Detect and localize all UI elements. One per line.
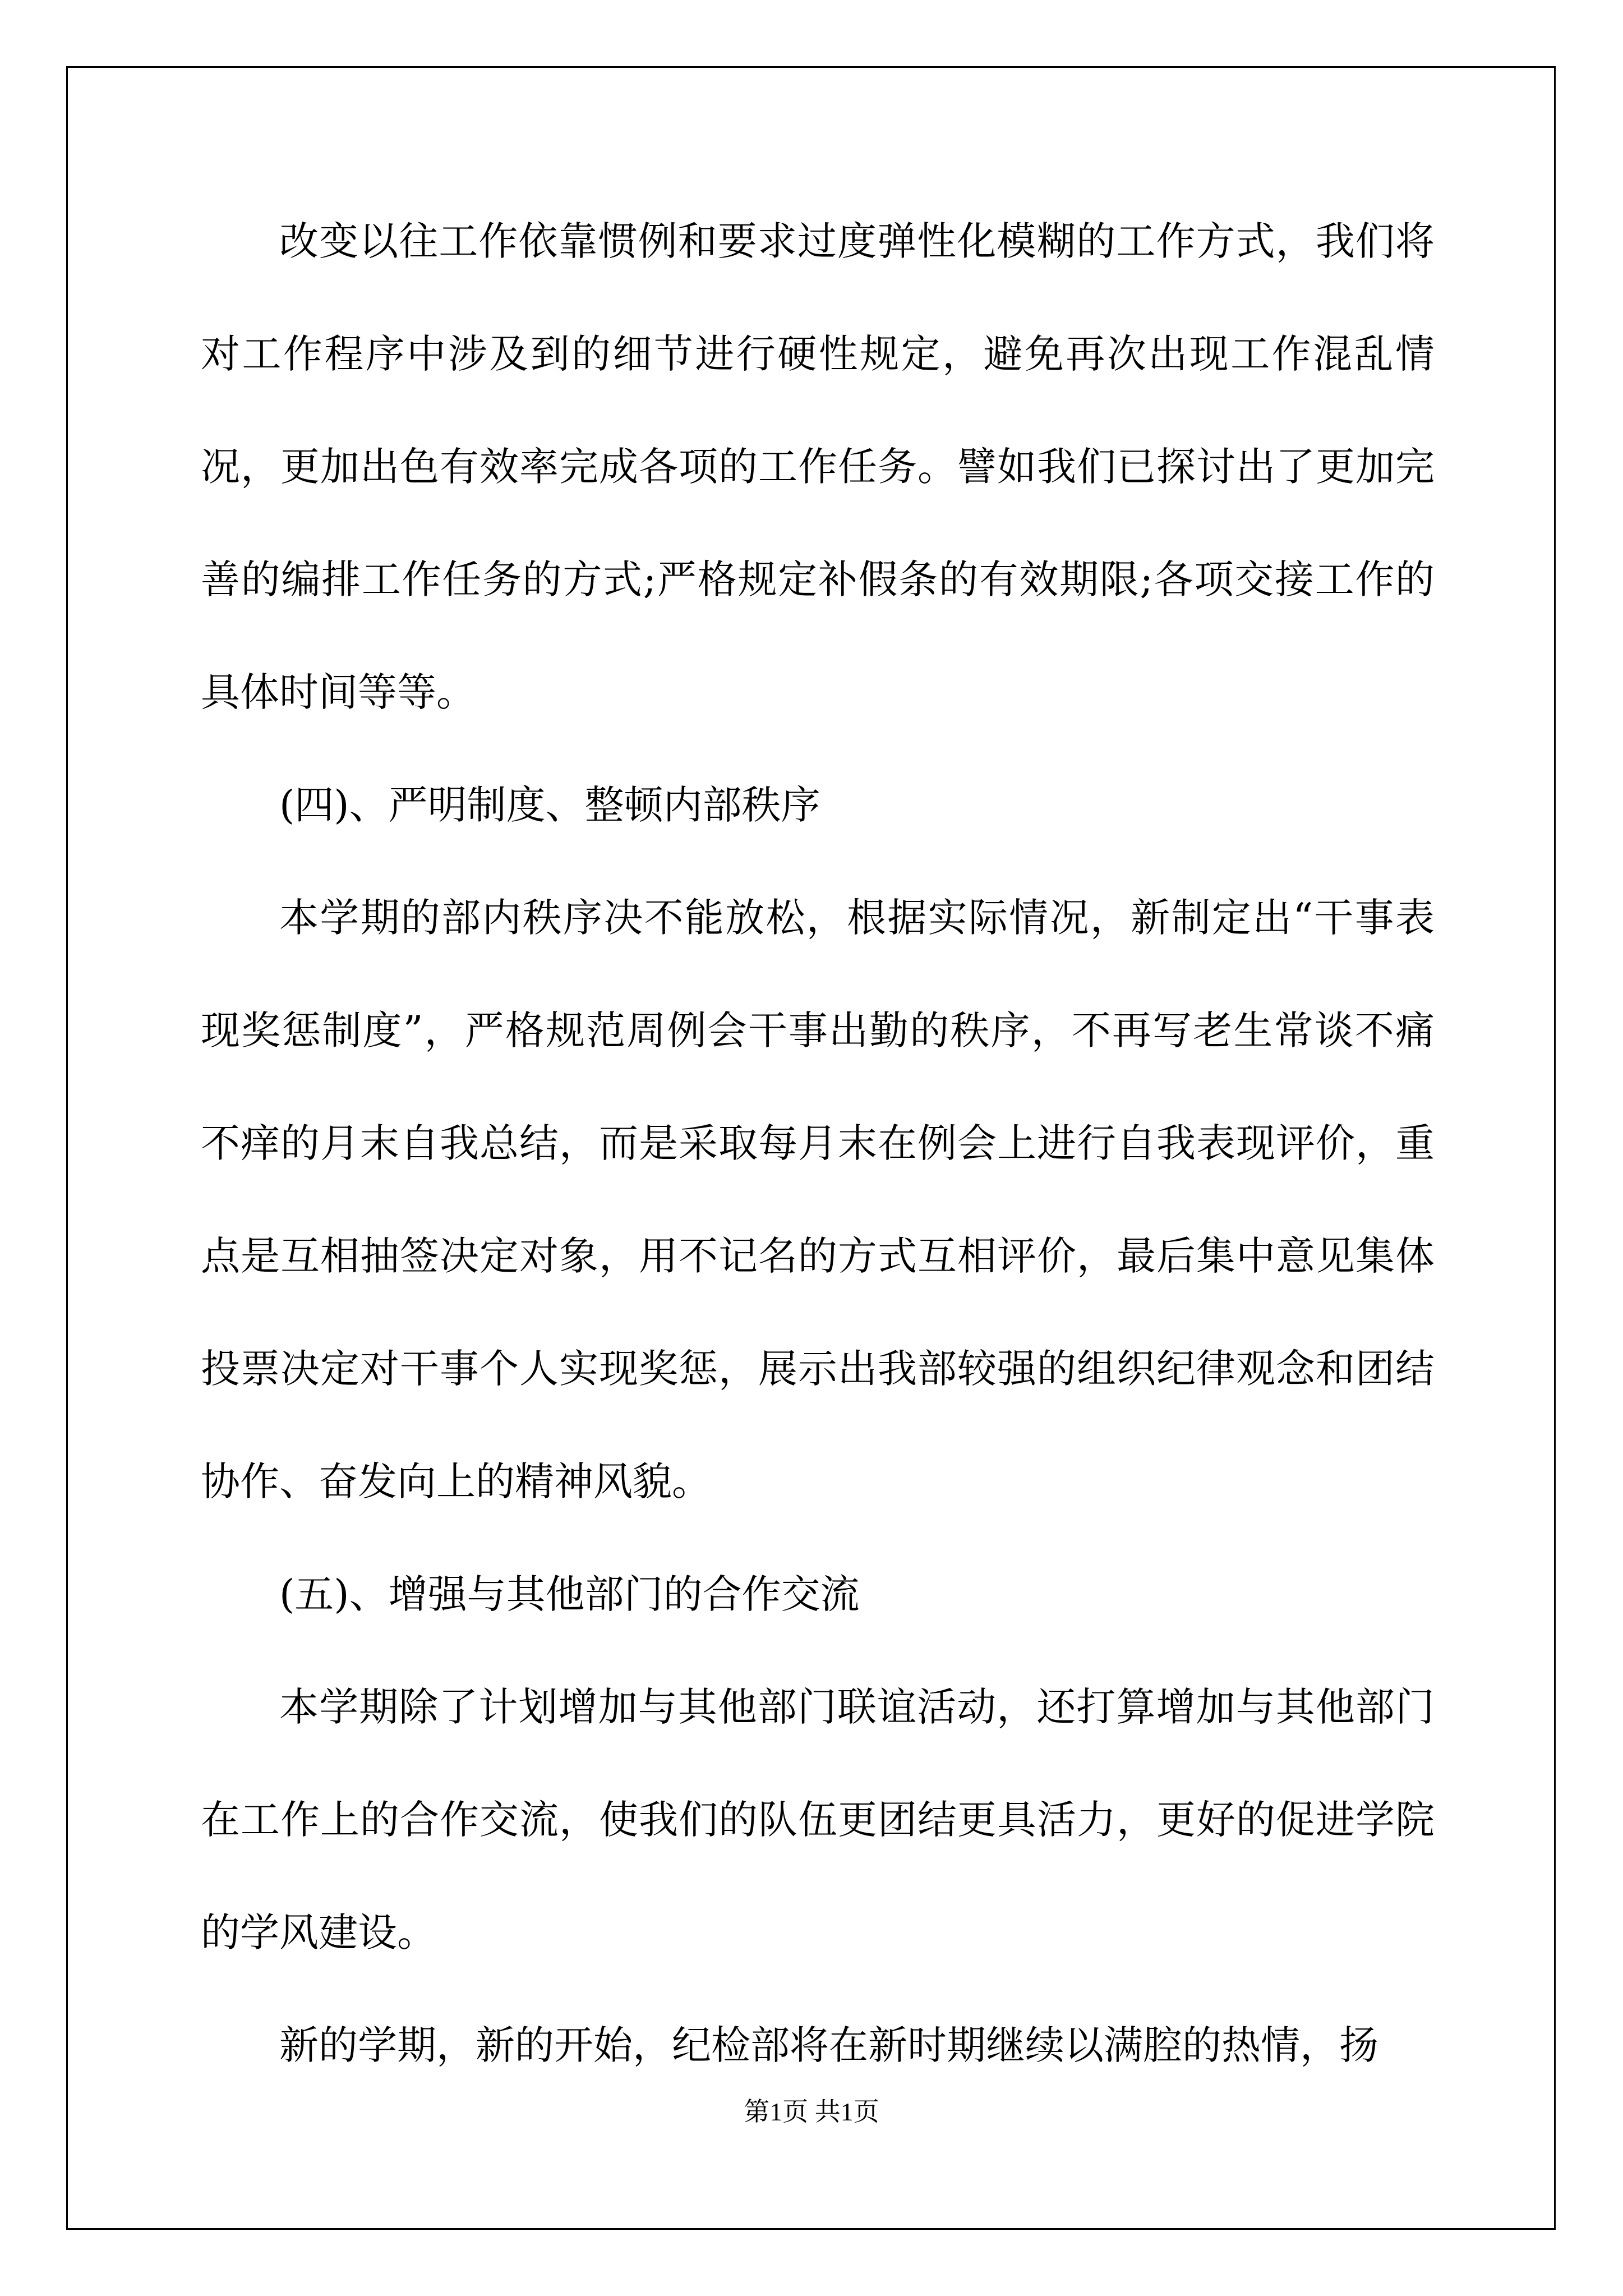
document-body — [201, 185, 1435, 2102]
page-footer: 第1页 共1页 — [744, 2097, 879, 2126]
paragraph-work-method: 改变以往工作依靠惯例和要求过度弹性化模糊的工作方式，我们将对工作程序中涉及到的细节进行硬性规定，避免再次出现工作混乱情况，更加出色有效率完成各项的工作任务。譬如我们已探讨出了更加完善的编排工作任务的方式;严格规定补假条的有效期限;各项交接工作的具体时间等等。 — [201, 218, 1435, 715]
paragraph-cooperation: 本学期除了计划增加与其他部门联谊活动，还打算增加与其他部门在工作上的合作交流，使我们的队伍更团结更具活力，更好的促进学院的学风建设。 — [201, 1684, 1435, 1955]
heading-section-four: (四)、严明制度、整顿内部秩序 — [279, 782, 820, 828]
paragraph-new-semester: 新的学期，新的开始，纪检部将在新时期继续以满腔的热情，扬 — [279, 2022, 1378, 2068]
paragraph-internal-order: 本学期的部内秩序决不能放松，根据实际情况，新制定出“干事表现奖惩制度”，严格规范周例会干事出勤的秩序，不再写老生常谈不痛不痒的月末自我总结，而是采取每月末在例会上进行自我表现评价，重点是互相抽签决定对象，用不记名的方式互相评价，最后集中意见集体投票决定对干事个人实现奖惩，展示出我部较强的组织纪律观念和团结协作、奋发向上的精神风貌。 — [201, 895, 1435, 1504]
heading-section-five: (五)、增强与其他部门的合作交流 — [279, 1571, 860, 1617]
